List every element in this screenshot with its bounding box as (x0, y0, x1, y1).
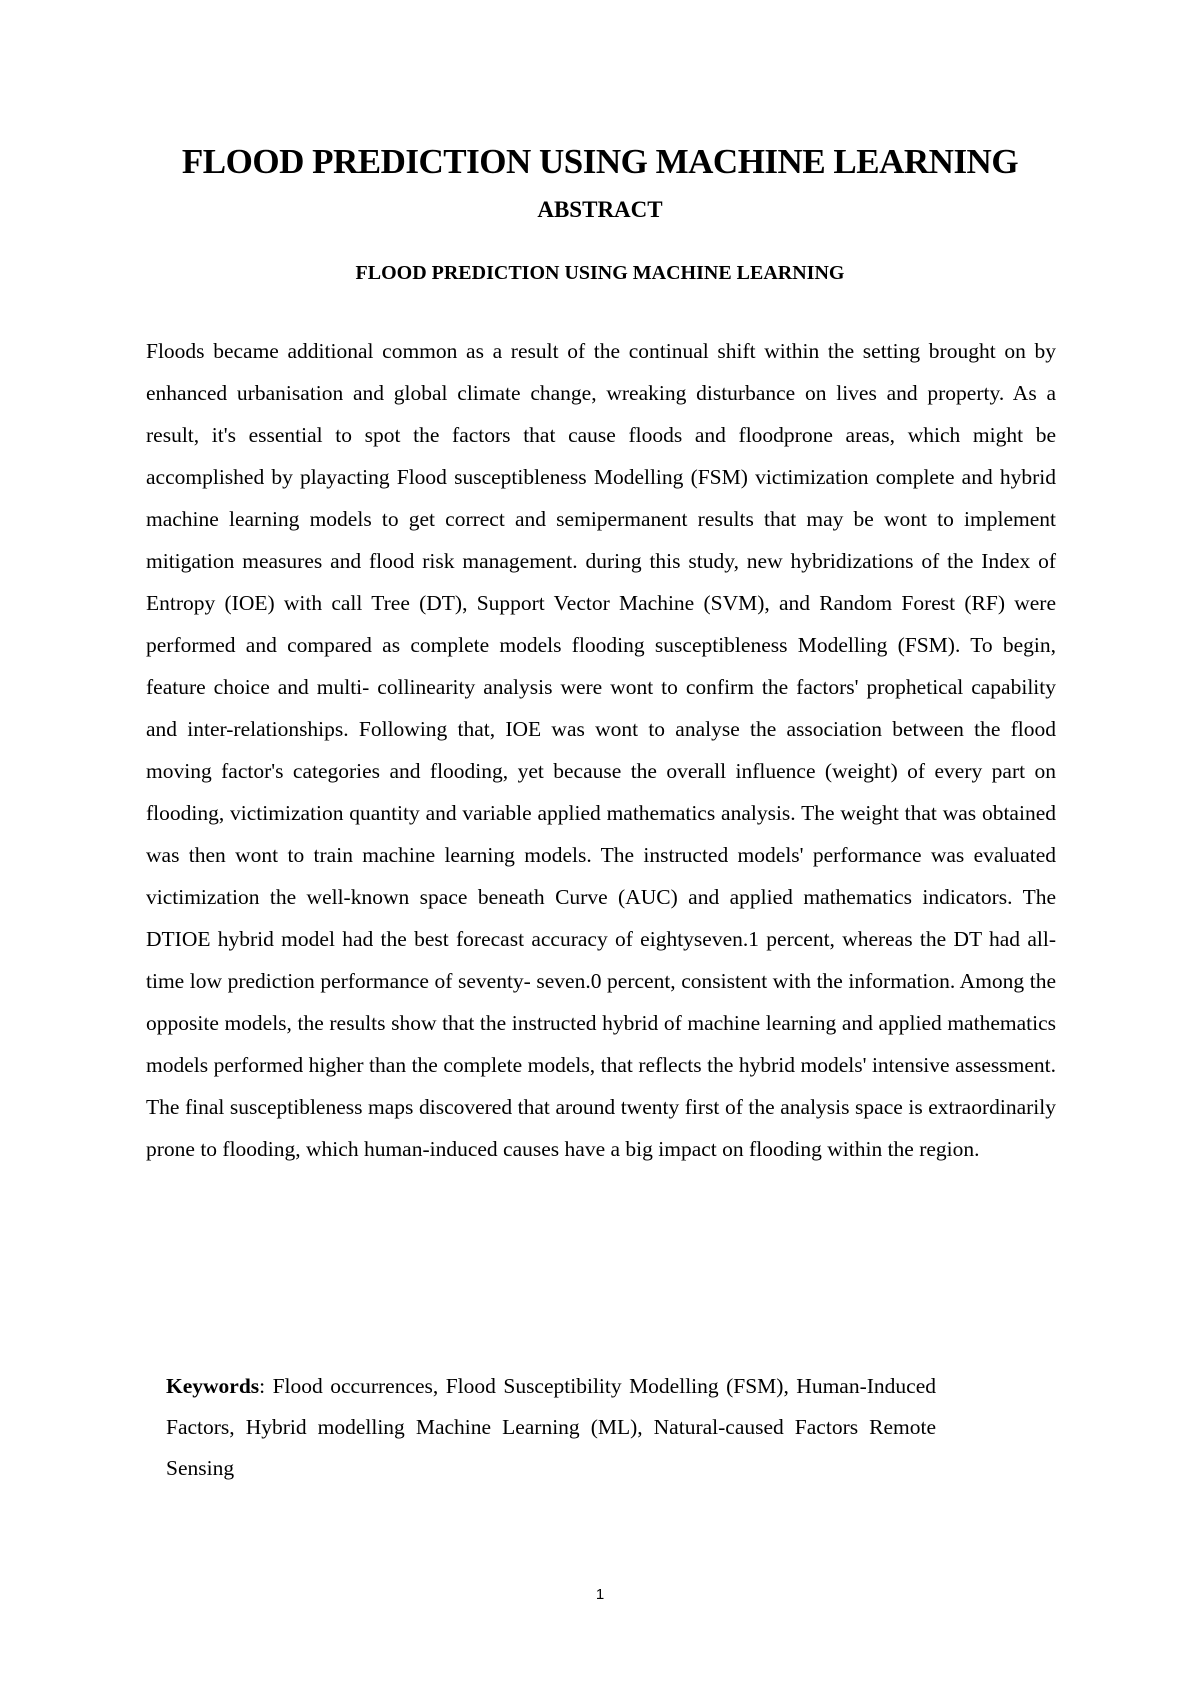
keywords-paragraph (166, 1366, 936, 1489)
keywords-label: Keywords (166, 1374, 260, 1398)
abstract-heading: ABSTRACT (537, 197, 663, 222)
page-number: 1 (595, 1586, 605, 1603)
document-title: FLOOD PREDICTION USING MACHINE LEARNING (181, 142, 1019, 181)
keywords-list: : Flood occurrences, Flood Susceptibility Modelling (FSM), Human-Induced Factors, Hybrid modelling Machine Learning (ML), Natural-caused Factors Remote Sensing (166, 1374, 936, 1480)
abstract-body: Floods became additional common as a result of the continual shift within the setting brought on by enhanced urbanisation and global climate change, wreaking disturbance on lives and property. As a result, it's essential to spot the factors that cause floods and floodprone areas, which might be accomplished by playacting Flood susceptibleness Modelling (FSM) victimization complete and hybrid machine learning models to get correct and semipermanent results that may be wont to implement mitigation measures and flood risk management. during this study, new hybridizations of the Index of Entropy (IOE) with call Tree (DT), Support Vector Machine (SVM), and Random Forest (RF) were performed and compared as complete models flooding susceptibleness Modelling (FSM). To begin, feature choice and multi- collinearity analysis were wont to confirm the factors' prophetical capability and inter-relationships. Following that, IOE was wont to analyse the association between the flood moving factor's categories and flooding, yet because the overall influence (weight) of every part on flooding, victimization quantity and variable applied mathematics analysis. The weight that was obtained was then wont to train machine learning models. The instructed models' performance was evaluated victimization the well-known space beneath Curve (AUC) and applied mathematics indicators. The DTIOE hybrid model had the best forecast accuracy of eightyseven.1 percent, whereas the DT had all-time low prediction performance of seventy- seven.0 percent, consistent with the information. Among the opposite models, the results show that the instructed hybrid of machine learning and applied mathematics models performed higher than the complete models, that reflects the hybrid models' intensive assessment. The final susceptibleness maps discovered that around twenty first of the analysis space is extraordinarily prone to flooding, which human-induced causes have a big impact on flooding within the region. (146, 339, 1056, 1161)
abstract-subtitle: FLOOD PREDICTION USING MACHINE LEARNING (355, 262, 845, 284)
